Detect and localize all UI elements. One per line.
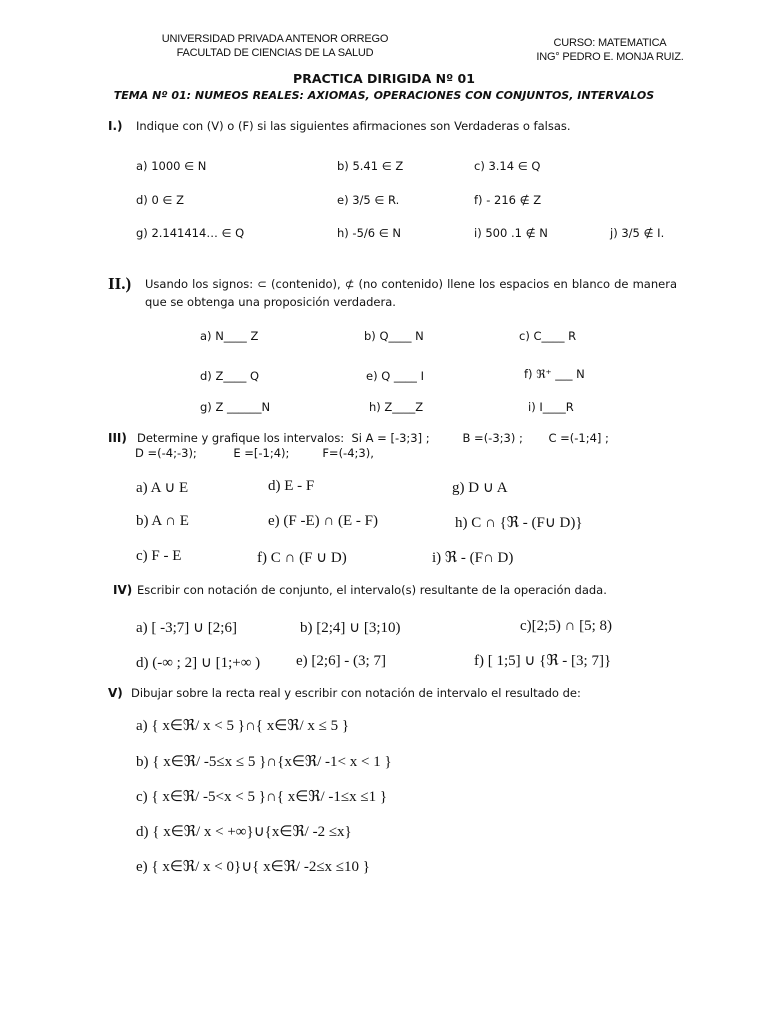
teacher-name: ING° PEDRO E. MONJA RUIZ. (536, 51, 684, 63)
section1-item-e: e) 3/5 ∈ R. (337, 193, 400, 207)
section3-item-d: d) E - F (268, 478, 315, 494)
section1-item-c: c) 3.14 ∈ Q (474, 159, 541, 173)
section3-item-e: e) (F -E) ∩ (E - F) (268, 513, 378, 529)
section3-number: III) (108, 431, 127, 445)
section2-item-b: b) Q____ N (364, 329, 424, 343)
section5-item-a: a) { x∈ℜ/ x < 5 }∩{ x∈ℜ/ x ≤ 5 } (136, 718, 350, 734)
section1-item-b: b) 5.41 ∈ Z (337, 159, 404, 173)
section2-number: II.) (108, 274, 132, 293)
section3-item-a: a) A ∪ E (136, 480, 189, 496)
section5-item-b: b) { x∈ℜ/ -5≤x ≤ 5 }∩{x∈ℜ/ -1< x < 1 } (136, 754, 392, 770)
section1-item-j: j) 3/5 ∉ I. (610, 226, 665, 240)
section2-item-c: c) C____ R (519, 329, 577, 343)
section4-item-b: b) [2;4] ∪ [3;10) (300, 620, 401, 636)
faculty-name: FACULTAD DE CIENCIAS DE LA SALUD (176, 47, 374, 59)
section2-item-a: a) N____ Z (200, 329, 259, 343)
section1-item-i: i) 500 .1 ∉ N (474, 226, 548, 240)
section3-item-i: i) ℜ - (F∩ D) (432, 550, 514, 566)
section1-number: I.) (108, 119, 123, 133)
section3-instruction-line2: D =(-4;-3); E =[-1;4); F=(-4;3), (135, 446, 374, 460)
section4-item-d: d) (-∞ ; 2] ∪ [1;+∞ ) (136, 655, 261, 671)
section2-item-f: f) ℜ⁺ ___ N (524, 367, 585, 381)
section3-item-c: c) F - E (136, 548, 182, 564)
section4-item-a: a) [ -3;7] ∪ [2;6] (136, 620, 237, 636)
section2-item-g: g) Z ______N (200, 400, 271, 414)
university-name: UNIVERSIDAD PRIVADA ANTENOR ORREGO (161, 33, 389, 45)
section5-item-e: e) { x∈ℜ/ x < 0}∪{ x∈ℜ/ -2≤x ≤10 } (136, 859, 370, 875)
section1-item-h: h) -5/6 ∈ N (337, 226, 402, 240)
section2-item-e: e) Q ____ I (366, 369, 424, 383)
section1-item-f: f) - 216 ∉ Z (474, 193, 542, 207)
section2-item-i: i) I____R (528, 400, 574, 414)
course-name: CURSO: MATEMATICA (553, 37, 667, 49)
page-title: PRACTICA DIRIGIDA Nº 01 (293, 71, 475, 86)
section4-instruction: Escribir con notación de conjunto, el intervalo(s) resultante de la operación dada. (137, 583, 607, 597)
section2-instruction: Usando los signos: ⊂ (contenido), ⊄ (no contenido) llene los espacios en blanco de manera que se obtenga una proposición verdadera. (145, 277, 677, 309)
section4-item-c: c)[2;5) ∩ [5; 8) (520, 618, 613, 634)
page-subtitle: TEMA Nº 01: NUMEOS REALES: AXIOMAS, OPERACIONES CON CONJUNTOS, INTERVALOS (113, 89, 655, 102)
section3-item-g: g) D ∪ A (452, 480, 508, 496)
section1-item-a: a) 1000 ∈ N (136, 159, 207, 173)
section2-item-h: h) Z____Z (369, 400, 424, 414)
section5-item-c: c) { x∈ℜ/ -5<x < 5 }∩{ x∈ℜ/ -1≤x ≤1 } (136, 789, 388, 805)
section5-number: V) (108, 686, 123, 700)
section1-item-d: d) 0 ∈ Z (136, 193, 184, 207)
section3-item-b: b) A ∩ E (136, 513, 189, 529)
section4-number: IV) (113, 583, 133, 597)
section5-instruction: Dibujar sobre la recta real y escribir con notación de intervalo el resultado de: (131, 686, 581, 700)
section5-item-d: d) { x∈ℜ/ x < +∞}∪{x∈ℜ/ -2 ≤x} (136, 824, 352, 840)
section4-item-e: e) [2;6] - (3; 7] (296, 653, 386, 669)
section3-instruction: Determine y grafique los intervalos: Si A = [-3;3] ; B =(-3;3) ; C =(-1;4] ; (137, 431, 609, 445)
section1-instruction: Indique con (V) o (F) si las siguientes afirmaciones son Verdaderas o falsas. (136, 119, 571, 133)
section3-item-h: h) C ∩ {ℜ - (F∪ D)} (455, 515, 583, 531)
section1-item-g: g) 2.141414… ∈ Q (136, 226, 245, 240)
section3-item-f: f) C ∩ (F ∪ D) (257, 550, 347, 566)
section4-item-f: f) [ 1;5] ∪ {ℜ - [3; 7]} (474, 653, 612, 669)
section2-item-d: d) Z____ Q (200, 369, 260, 383)
